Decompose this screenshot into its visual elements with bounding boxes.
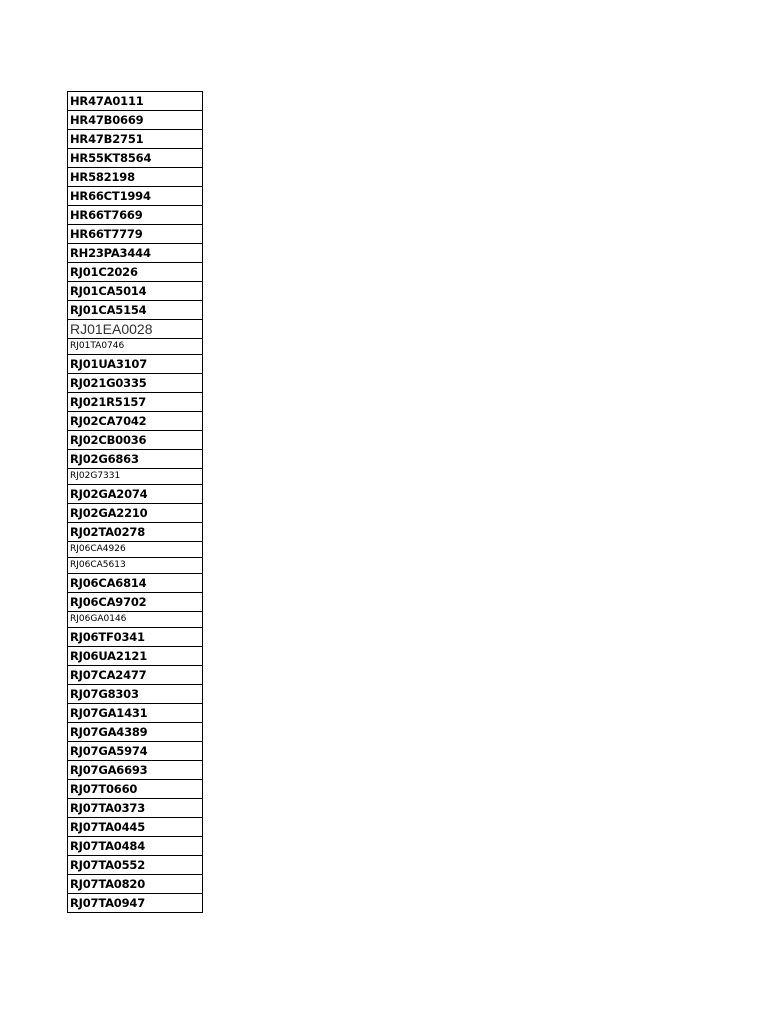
registration-cell[interactable]: RJ07T0660 bbox=[68, 780, 203, 799]
registration-cell[interactable]: RJ02CB0036 bbox=[68, 431, 203, 450]
table-row bbox=[68, 574, 203, 593]
table-row bbox=[68, 593, 203, 612]
table-row bbox=[68, 558, 203, 574]
registration-cell[interactable]: RJ02G6863 bbox=[68, 450, 203, 469]
table-row bbox=[68, 875, 203, 894]
table-row bbox=[68, 542, 203, 558]
registration-cell[interactable]: RJ02TA0278 bbox=[68, 523, 203, 542]
registration-cell[interactable]: RJ06CA9702 bbox=[68, 593, 203, 612]
registration-cell[interactable]: RJ07TA0820 bbox=[68, 875, 203, 894]
registration-cell[interactable]: RJ021G0335 bbox=[68, 374, 203, 393]
registration-cell[interactable]: RJ01UA3107 bbox=[68, 355, 203, 374]
table-row bbox=[68, 374, 203, 393]
registration-cell[interactable]: RJ01EA0028 bbox=[68, 320, 203, 339]
table-row bbox=[68, 168, 203, 187]
registration-cell[interactable]: HR66T7669 bbox=[68, 206, 203, 225]
table-row bbox=[68, 523, 203, 542]
table-row bbox=[68, 225, 203, 244]
table-row bbox=[68, 647, 203, 666]
table-row bbox=[68, 393, 203, 412]
registration-cell[interactable]: RJ02G7331 bbox=[68, 469, 203, 485]
registration-cell[interactable]: HR47B0669 bbox=[68, 111, 203, 130]
registration-cell[interactable]: RJ07GA5974 bbox=[68, 742, 203, 761]
table-row bbox=[68, 187, 203, 206]
table-row bbox=[68, 130, 203, 149]
registration-cell[interactable]: RJ06GA0146 bbox=[68, 612, 203, 628]
registration-cell[interactable]: RH23PA3444 bbox=[68, 244, 203, 263]
table-row bbox=[68, 355, 203, 374]
registration-cell[interactable]: HR47B2751 bbox=[68, 130, 203, 149]
table-row bbox=[68, 339, 203, 355]
table-row bbox=[68, 244, 203, 263]
registration-cell[interactable]: RJ06TF0341 bbox=[68, 628, 203, 647]
registration-cell[interactable]: RJ01CA5014 bbox=[68, 282, 203, 301]
table-row bbox=[68, 856, 203, 875]
table-row bbox=[68, 263, 203, 282]
table-row bbox=[68, 761, 203, 780]
registration-cell[interactable]: RJ07TA0947 bbox=[68, 894, 203, 913]
registration-table-body bbox=[68, 92, 203, 913]
registration-cell[interactable]: RJ021R5157 bbox=[68, 393, 203, 412]
registration-cell[interactable]: RJ01C2026 bbox=[68, 263, 203, 282]
registration-cell[interactable]: RJ01TA0746 bbox=[68, 339, 203, 355]
table-row bbox=[68, 450, 203, 469]
registration-cell[interactable]: RJ06CA5613 bbox=[68, 558, 203, 574]
table-row bbox=[68, 780, 203, 799]
registration-cell[interactable]: RJ07TA0445 bbox=[68, 818, 203, 837]
table-row bbox=[68, 92, 203, 111]
table-row bbox=[68, 612, 203, 628]
table-row bbox=[68, 412, 203, 431]
table-row bbox=[68, 799, 203, 818]
registration-cell[interactable]: RJ07G8303 bbox=[68, 685, 203, 704]
table-row bbox=[68, 723, 203, 742]
registration-cell[interactable]: RJ07CA2477 bbox=[68, 666, 203, 685]
table-row bbox=[68, 485, 203, 504]
table-row bbox=[68, 320, 203, 339]
registration-cell[interactable]: RJ06CA6814 bbox=[68, 574, 203, 593]
table-row bbox=[68, 818, 203, 837]
table-row bbox=[68, 111, 203, 130]
registration-cell[interactable]: RJ02GA2210 bbox=[68, 504, 203, 523]
registration-cell[interactable]: RJ07TA0484 bbox=[68, 837, 203, 856]
table-row bbox=[68, 301, 203, 320]
table-row bbox=[68, 666, 203, 685]
table-row bbox=[68, 282, 203, 301]
table-row bbox=[68, 469, 203, 485]
table-row bbox=[68, 431, 203, 450]
registration-cell[interactable]: RJ07GA4389 bbox=[68, 723, 203, 742]
table-row bbox=[68, 894, 203, 913]
table-row bbox=[68, 628, 203, 647]
registration-cell[interactable]: RJ02GA2074 bbox=[68, 485, 203, 504]
registration-cell[interactable]: HR582198 bbox=[68, 168, 203, 187]
registration-cell[interactable]: RJ07TA0373 bbox=[68, 799, 203, 818]
registration-table bbox=[67, 91, 203, 913]
table-row bbox=[68, 837, 203, 856]
registration-cell[interactable]: RJ07GA1431 bbox=[68, 704, 203, 723]
registration-cell[interactable]: RJ01CA5154 bbox=[68, 301, 203, 320]
registration-cell[interactable]: RJ06CA4926 bbox=[68, 542, 203, 558]
table-row bbox=[68, 742, 203, 761]
table-row bbox=[68, 149, 203, 168]
registration-cell[interactable]: RJ07GA6693 bbox=[68, 761, 203, 780]
registration-cell[interactable]: HR55KT8564 bbox=[68, 149, 203, 168]
registration-cell[interactable]: RJ06UA2121 bbox=[68, 647, 203, 666]
registration-cell[interactable]: HR47A0111 bbox=[68, 92, 203, 111]
registration-cell[interactable]: RJ02CA7042 bbox=[68, 412, 203, 431]
table-row bbox=[68, 206, 203, 225]
registration-cell[interactable]: HR66CT1994 bbox=[68, 187, 203, 206]
table-row bbox=[68, 685, 203, 704]
table-row bbox=[68, 704, 203, 723]
table-row bbox=[68, 504, 203, 523]
registration-cell[interactable]: HR66T7779 bbox=[68, 225, 203, 244]
registration-cell[interactable]: RJ07TA0552 bbox=[68, 856, 203, 875]
